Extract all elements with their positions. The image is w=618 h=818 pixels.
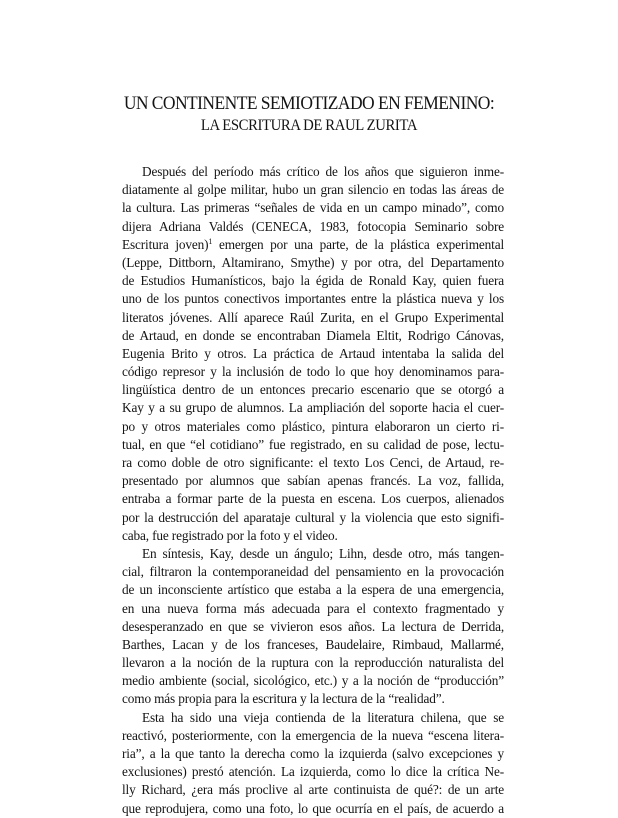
text-line: desesperanzado en que se vivieron esos años. La lectura de Derrida, [122, 618, 504, 634]
text-line: Barthes, Lacan y de los franceses, Baudelaire, Rimbaud, Mallarmé, [122, 636, 504, 652]
footnote-marker: 1 [208, 236, 213, 246]
text-fragment: Escritura joven) [122, 236, 209, 252]
paragraph-1 [122, 163, 504, 545]
text-fragment: emergen por una parte, de la plástica experimental [212, 236, 504, 252]
body-text [122, 163, 504, 818]
text-line: reactivó, posteriormente, con la emergencia de la nueva “escena litera- [122, 727, 504, 743]
text-line: entraba a formar parte de la puesta en escena. Los cuerpos, alienados [122, 491, 504, 507]
text-line: caba, fue registrado por la foto y el video. [122, 527, 338, 543]
text-line: literatos jóvenes. Allí aparece Raúl Zurita, en el Grupo Experimental [122, 309, 504, 325]
text-line: Después del período más crítico de los años que siguieron inme- [142, 164, 504, 179]
text-line: tual, en que “el cotidiano” fue registrado, en su calidad de pose, lectu- [122, 436, 504, 452]
text-line: la cultura. Las primeras “señales de vida en un campo minado”, como [122, 200, 504, 216]
text-line: Esta ha sido una vieja contienda de la literatura chilena, que se [142, 709, 504, 725]
text-line: uno de los puntos conectivos importantes entre la plástica nueva y los [122, 291, 504, 307]
text-line: dijera Adriana Valdés (CENECA, 1983, fotocopia Seminario sobre [122, 218, 504, 234]
text-line: llevaron a la noción de la ruptura con la reproducción naturalista del [122, 655, 504, 671]
text-line: ra como doble de otro significante: el texto Los Cenci, de Artaud, re- [122, 455, 504, 470]
text-line: po y otros materiales como plástico, pintura elaboraron un cierto ri- [122, 418, 504, 434]
chapter-title: UN CONTINENTE SEMIOTIZADO EN FEMENINO: [123, 93, 495, 114]
text-line: Kay y a su grupo de alumnos. La ampliación del soporte hacia el cuer- [122, 400, 504, 416]
text-line: exclusiones) prestó atención. La izquierda, como lo dice la crítica Ne- [122, 764, 504, 780]
text-line: en una nueva forma más adecuada para el contexto fragmentado y [122, 600, 504, 616]
chapter-subtitle: LA ESCRITURA DE RAUL ZURITA [200, 117, 418, 134]
paragraph-3 [122, 709, 504, 818]
text-line: de Artaud, en donde se encontraban Diamela Eltit, Rodrigo Cánovas, [122, 327, 504, 343]
text-line: por la destrucción del aparataje cultural y la violencia que esto signifi- [122, 509, 504, 525]
text-line: como más propia para la escritura y la lectura de la “realidad”. [122, 691, 445, 707]
text-line: cial, filtraron la contemporaneidad del pensamiento en la provocación [122, 564, 504, 580]
text-line: medio ambiente (social, sicológico, etc.) y a la noción de “producción” [122, 673, 504, 689]
text-line: Eugenia Brito y otros. La práctica de Artaud intentaba la salida del [122, 345, 504, 361]
text-line: diatamente al golpe militar, hubo un gran silencio en todas las áreas de [122, 182, 504, 198]
text-line: (Leppe, Dittborn, Altamirano, Smythe) y por otra, del Departamento [122, 254, 504, 270]
text-line: presentado por alumnos que sabían apenas francés. La voz, fallida, [122, 473, 504, 489]
text-line: de Estudios Humanísticos, bajo la égida de Ronald Kay, quien fuera [122, 273, 504, 289]
text-line: ria”, a la que tanto la derecha como la izquierda (salvo excepciones y [122, 746, 504, 761]
text-line-with-footnote [122, 236, 504, 254]
text-line: de un inconsciente artístico que estaba a la espera de una emergencia, [122, 582, 504, 598]
text-line: lly Richard, ¿era más proclive al arte continuista de qué?: de un arte [122, 782, 504, 798]
paragraph-2 [122, 545, 504, 709]
text-line: lingüística dentro de un entonces precario escenario que se otorgó a [122, 382, 504, 398]
text-line: que reprodujera, como una foto, lo que ocurría en el país, de acuerdo a [122, 800, 504, 816]
text-line: En síntesis, Kay, desde un ángulo; Lihn, desde otro, más tangen- [142, 545, 504, 561]
text-line: código represor y la inclusión de todo lo que hoy denominamos para- [122, 364, 504, 380]
